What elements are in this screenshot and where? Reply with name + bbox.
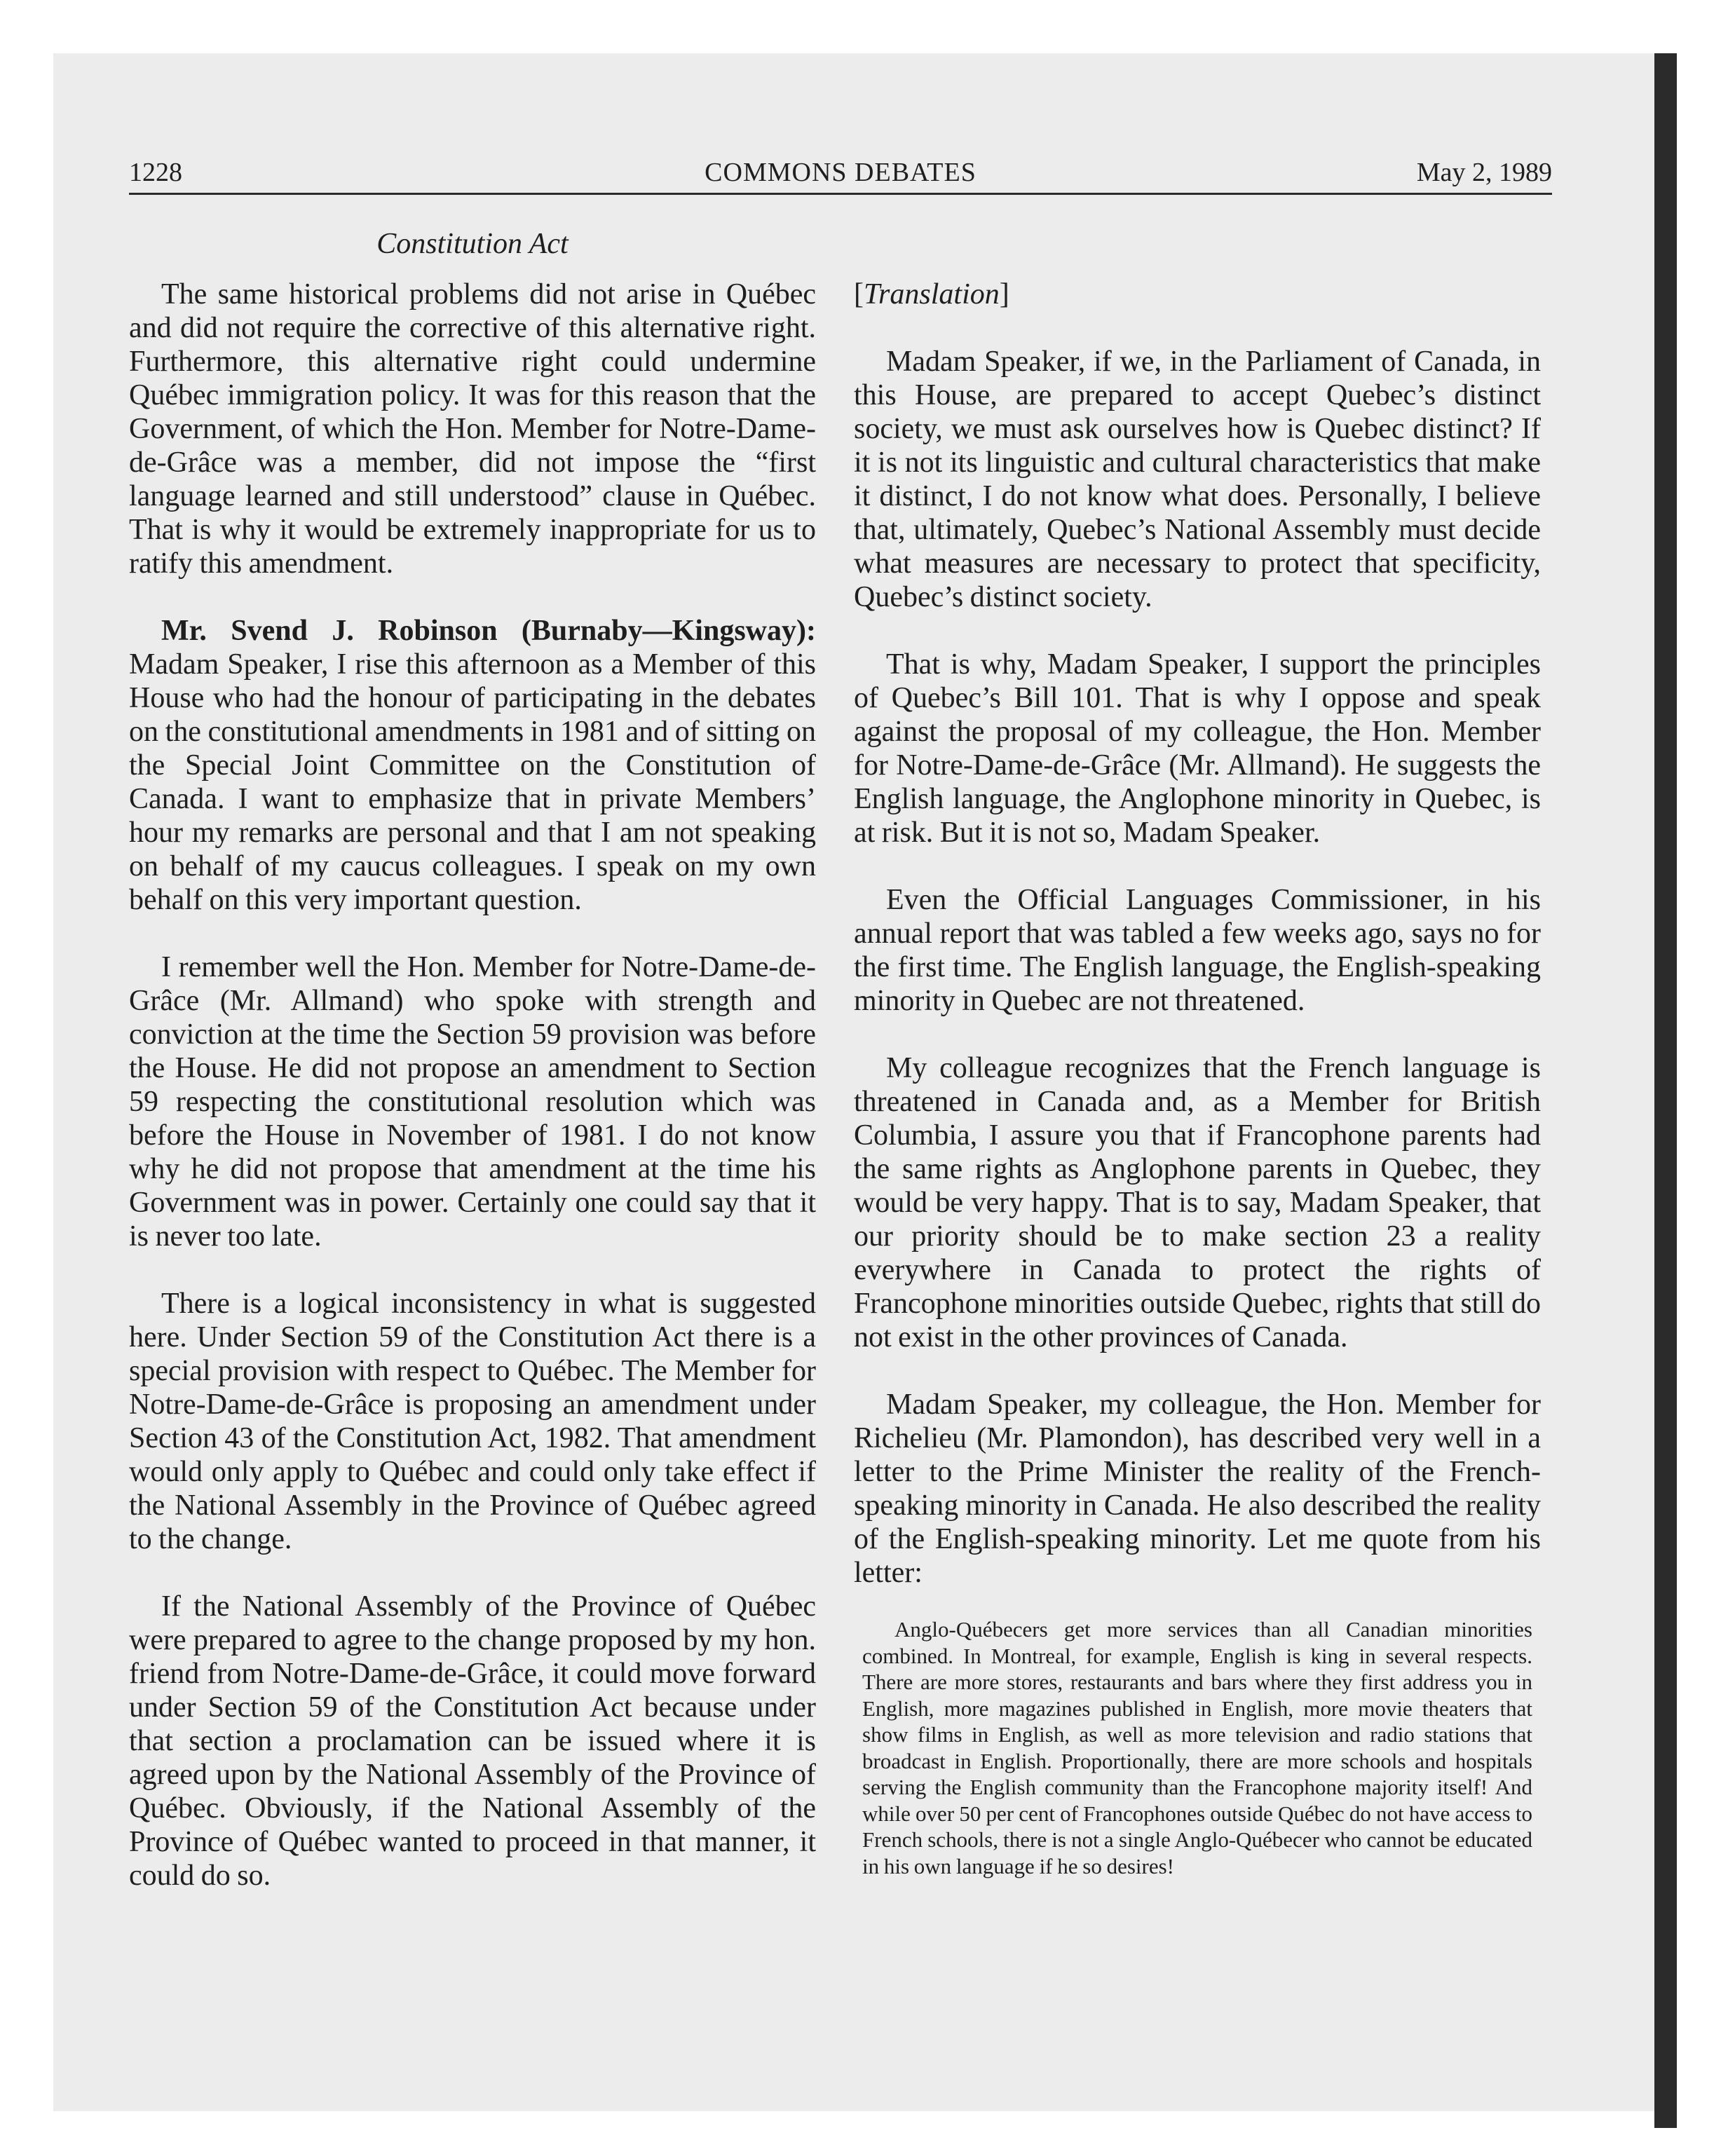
publication-date: May 2, 1989 — [1416, 158, 1552, 187]
scan-edge-shadow — [1654, 53, 1677, 2128]
paragraph: The same historical problems did not arise in Québec and did not require the corrective of this alternative right. Furthermore, this alternative right could undermine Québec immigration policy. It was for this reason that the Government, of which the Hon. Member for Notre-Dame-de-Grâce was a member, did not impose the “first language learned and still understood” clause in Québec. That is why it would be extremely inappropriate for us to ratify this amendment. — [129, 278, 816, 580]
paragraph: If the National Assembly of the Province of Québec were prepared to agree to the change proposed by my hon. friend from Notre-Dame-de-Grâce, it could move forward under Section 59 of the Constitution Act because under that section a proclamation can be issued where it is agreed upon by the National Assembly of the Province of Québec. Obviously, if the National Assembly of the Province of Québec wanted to proceed in that manner, it could do so. — [129, 1590, 816, 1892]
translation-marker: [Translation] — [854, 278, 1009, 311]
header-rule — [129, 193, 1552, 195]
page-header — [129, 156, 1552, 198]
paragraph: I remember well the Hon. Member for Notre-Dame-de-Grâce (Mr. Allmand) who spoke with strength and conviction at the time the Section 59 provision was before the House. He did not propose an amendment to Section 59 respecting the constitutional resolution which was before the House in November of 1981. I do not know why he did not propose that amendment at the time his Government was in power. Certainly one could say that it is never too late. — [129, 951, 816, 1253]
paragraph: Madam Speaker, my colleague, the Hon. Member for Richelieu (Mr. Plamondon), has described very well in a letter to the Prime Minister the reality of the French-speaking minority in Canada. He also described the reality of the English-speaking minority. Let me quote from his letter: — [854, 1389, 1541, 1589]
block-quote: Anglo-Québecers get more services than all Canadian minorities combined. In Montreal, for example, English is king in several respects. There are more stores, restaurants and bars where they first address you in English, more magazines published in English, more movie theaters that show films in English, as well as more television and radio stations that broadcast in English. Proportionally, there are more schools and hospitals serving the English community than the Francophone majority itself! And while over 50 per cent of Francophones outside Québec do not have access to French schools, there is not a single Anglo-Québecer who cannot be educated in his own language if he so desires! — [862, 1617, 1532, 1878]
paragraph: That is why, Madam Speaker, I support the principles of Quebec’s Bill 101. That is why I oppose and speak against the proposal of my colleague, the Hon. Member for Notre-Dame-de-Grâce (Mr. Allmand). He suggests the English language, the Anglophone minority in Quebec, is at risk. But it is not so, Madam Speaker. — [854, 648, 1541, 849]
page-number: 1228 — [129, 158, 182, 187]
paragraph: There is a logical inconsistency in what is suggested here. Under Section 59 of the Constitution Act there is a special provision with respect to Québec. The Member for Notre-Dame-de-Grâce is proposing an amendment under Section 43 of the Constitution Act, 1982. That amendment would only apply to Québec and could only take effect if the National Assembly in the Province of Québec agreed to the change. — [129, 1288, 816, 1555]
speaker-name: Mr. Svend J. Robinson (Burnaby—Kingsway): — [161, 615, 816, 647]
publication-title: COMMONS DEBATES — [705, 158, 977, 187]
translation-label: Translation — [864, 278, 1000, 311]
paragraph: Madam Speaker, if we, in the Parliament of Canada, in this House, are prepared to accept Quebec’s distinct society, we must ask ourselves how is Quebec distinct? If it is not its linguistic and cultural characteristics that make it distinct, I do not know what does. Personally, I believe that, ultimately, Quebec’s National Assembly must decide what measures are necessary to protect that specificity, Quebec’s distinct society. — [854, 346, 1541, 613]
paragraph: Even the Official Languages Commissioner, in his annual report that was tabled a few weeks ago, says no for the first time. The English language, the English-speaking minority in Quebec are not threatened. — [854, 884, 1541, 1017]
paragraph: My colleague recognizes that the French language is threatened in Canada and, as a Member for British Columbia, I assure you that if Francophone parents had the same rights as Anglophone parents in Quebec, they would be very happy. That is to say, Madam Speaker, that our priority should be to make section 23 a reality everywhere in Canada to protect the rights of Francophone minorities outside Quebec, rights that still do not exist in the other provinces of Canada. — [854, 1052, 1541, 1353]
subject-heading: Constitution Act — [376, 228, 569, 260]
right-column — [854, 278, 1541, 1879]
speaker-paragraph — [129, 614, 816, 917]
left-column — [129, 278, 816, 1926]
speech-text: Madam Speaker, I rise this afternoon as a Member of this House who had the honour of participating in the debates on the constitutional amendments in 1981 and of sitting on the Special Joint Committee on the Constitution of Canada. I want to emphasize that in private Members’ hour my remarks are personal and that I am not speaking on behalf of my caucus colleagues. I speak on my own behalf on this very important question. — [129, 648, 816, 916]
